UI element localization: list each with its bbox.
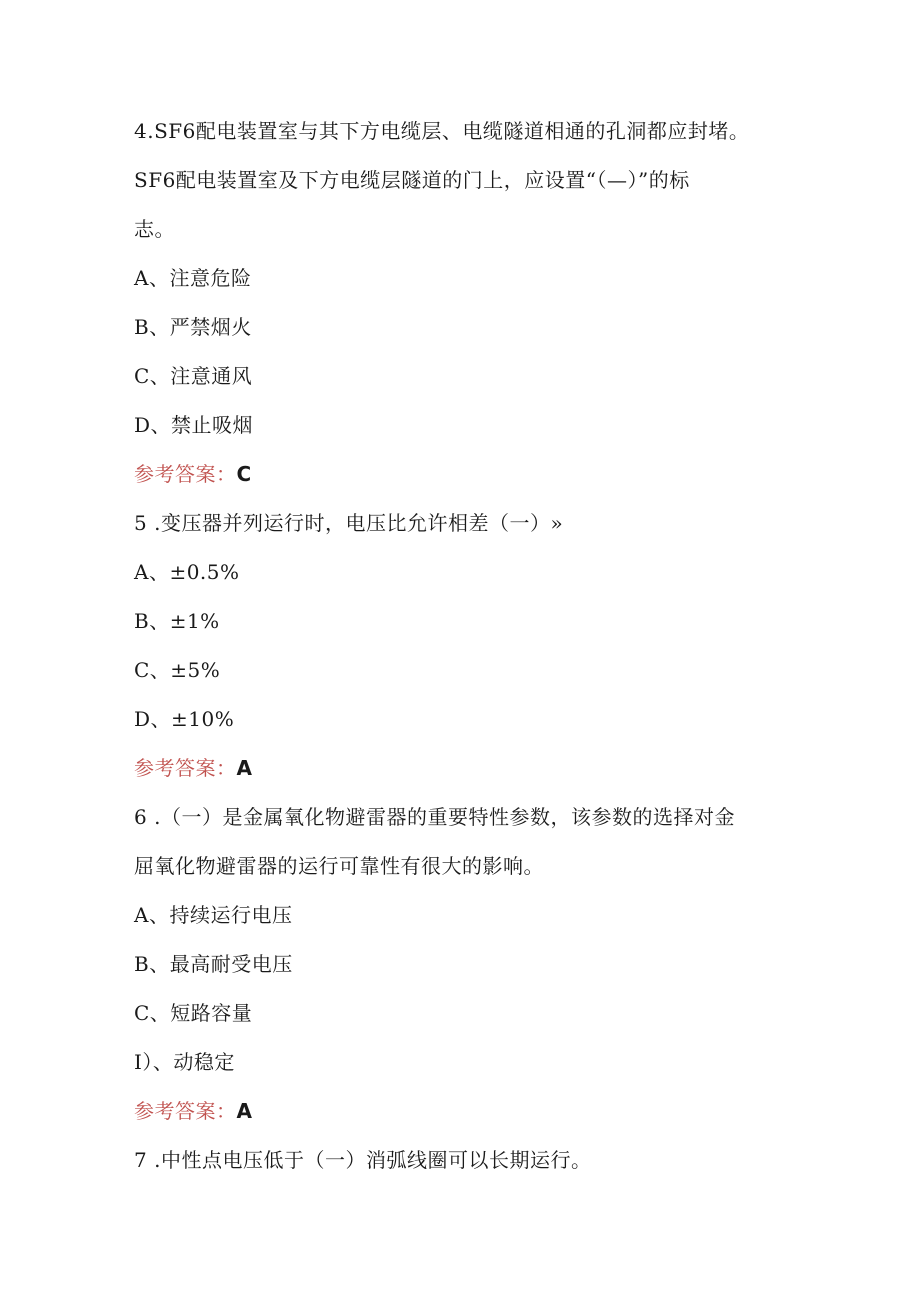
answer-label: 参考答案： xyxy=(134,462,237,486)
q4-option-c: C、注意通风 xyxy=(134,364,253,388)
q6-text-line1: 6 .（一）是金属氧化物避雷器的重要特性参数，该参数的选择对金 xyxy=(134,805,735,829)
answer-value: A xyxy=(236,1099,253,1123)
q5-answer xyxy=(134,756,252,780)
q4-text-line2: SF6配电装置室及下方电缆层隧道的门上，应设置“（—）”的标 xyxy=(134,168,690,192)
q4-option-d: D、禁止吸烟 xyxy=(134,413,254,437)
q4-text-line3: 志。 xyxy=(134,217,175,241)
answer-value: A xyxy=(236,756,253,780)
q7-text-line1: 7 .中性点电压低于（一）消弧线圈可以长期运行。 xyxy=(134,1148,592,1172)
q6-text-line2: 屈氧化物避雷器的运行可靠性有很大的影响。 xyxy=(134,854,544,878)
q4-option-b: B、严禁烟火 xyxy=(134,315,252,339)
q6-answer xyxy=(134,1099,252,1123)
answer-label: 参考答案： xyxy=(134,756,237,780)
q5-option-c: C、±5% xyxy=(134,658,221,682)
q6-option-d: I）、动稳定 xyxy=(134,1050,235,1074)
q5-option-a: A、±0.5% xyxy=(134,560,240,584)
q6-option-a: A、持续运行电压 xyxy=(134,903,293,927)
q4-option-a: A、注意危险 xyxy=(134,266,252,290)
answer-value: C xyxy=(236,462,252,486)
q4-answer xyxy=(134,462,252,486)
answer-label: 参考答案： xyxy=(134,1099,237,1123)
q4-text-line1: 4.SF6配电装置室与其下方电缆层、电缆隧道相通的孔洞都应封堵。 xyxy=(134,119,750,143)
q5-option-b: B、±1% xyxy=(134,609,220,633)
q5-text-line1: 5 .变压器并列运行时，电压比允许相差（一）» xyxy=(134,511,564,535)
q6-option-b: B、最高耐受电压 xyxy=(134,952,293,976)
q6-option-c: C、短路容量 xyxy=(134,1001,253,1025)
q5-option-d: D、±10% xyxy=(134,707,235,731)
